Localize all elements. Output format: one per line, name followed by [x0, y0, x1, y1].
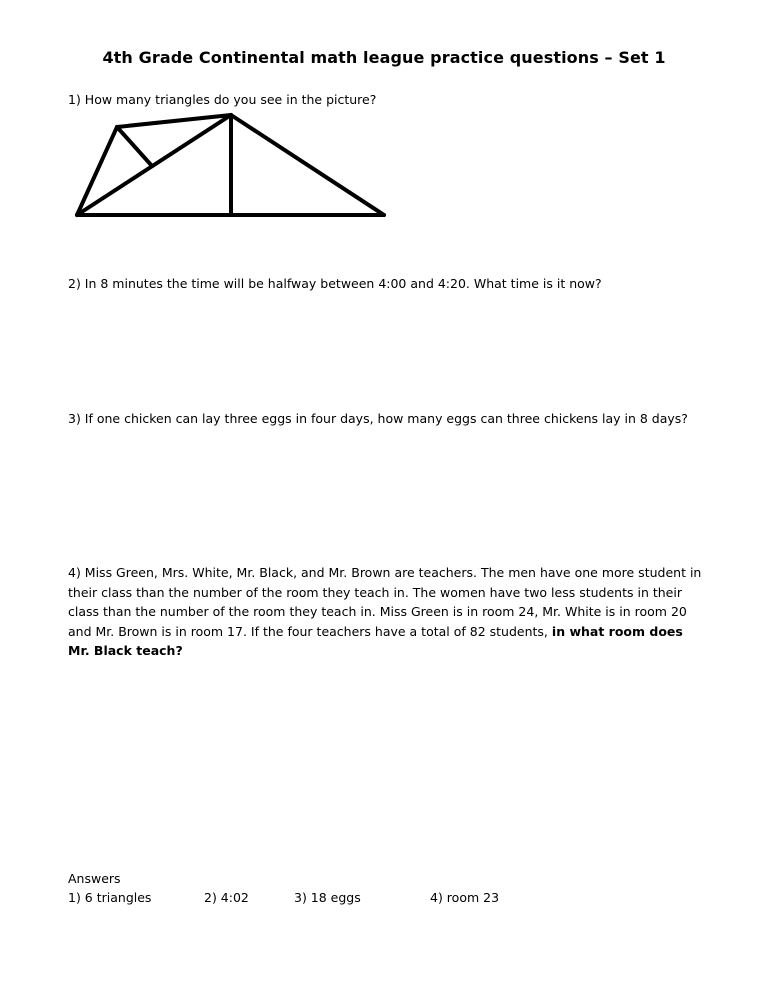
question-4-bold-question: in what room does Mr. Black teach?	[68, 623, 683, 658]
answer-1: 1) 6 triangles	[68, 890, 152, 905]
answer-2: 2) 4:02	[204, 890, 249, 905]
question-1: 1) How many triangles do you see in the picture?	[68, 92, 377, 107]
figure-line-inner	[117, 127, 152, 166]
question-4-text: 4) Miss Green, Mrs. White, Mr. Black, and Mr. Brown are teachers. The men have one more student in their class than the number of the room they teach in. The women have two less students in their class than the number of the room they teach in. Miss Green is in room 24, Mr. White is in room 20 and Mr. Brown is in room 17. If the four teachers have a total of 82 students,	[68, 565, 702, 639]
figure-line-right	[231, 115, 384, 215]
triangle-figure	[68, 108, 398, 226]
answer-3: 3) 18 eggs	[294, 890, 361, 905]
answer-4: 4) room 23	[430, 890, 500, 905]
page-title: 4th Grade Continental math league practice questions – Set 1	[102, 48, 666, 67]
answers-heading: Answers	[68, 871, 121, 886]
question-4	[68, 563, 704, 661]
question-3: 3) If one chicken can lay three eggs in four days, how many eggs can three chickens lay in 8 days?	[68, 411, 688, 426]
question-2: 2) In 8 minutes the time will be halfway between 4:00 and 4:20. What time is it now?	[68, 276, 602, 291]
